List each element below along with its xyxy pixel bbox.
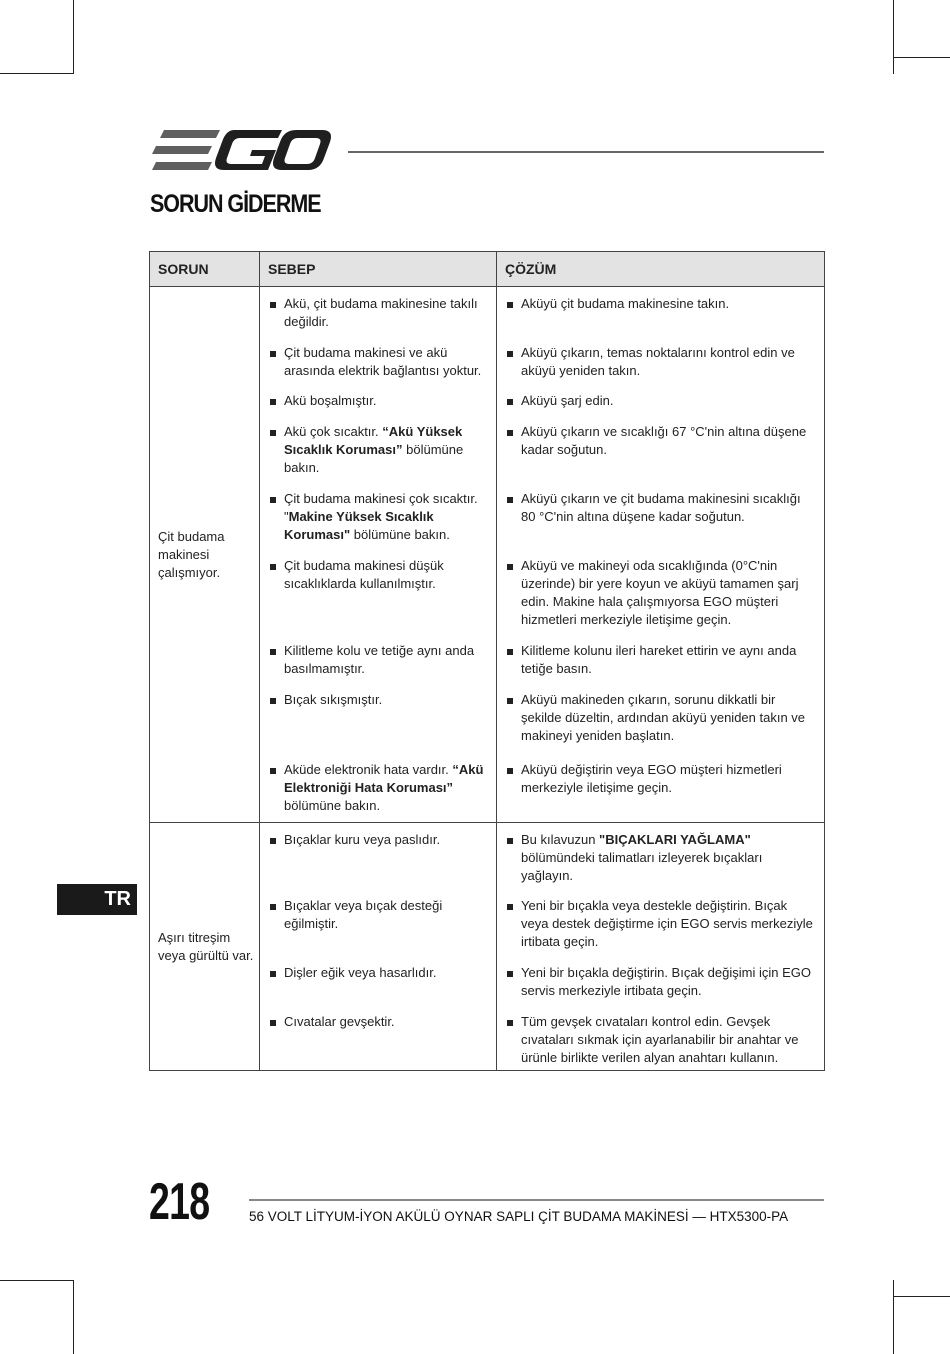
list-item: Tüm gevşek cıvataları kontrol edin. Gevşek cıvataları sıkmak için ayarlanabilir bir anahtar ve ürünle birlikte verilen alyan anahtarı kullanın. [497,1013,824,1068]
bullet-icon [270,302,276,308]
problem-cell [150,823,260,1071]
header-sorun: SORUN [150,252,260,287]
problem-cell [150,287,260,823]
table-header-row [150,252,825,287]
bullet-icon [507,399,513,405]
bullet-icon [270,698,276,704]
list-item: Bıçaklar veya bıçak desteği eğilmiştir. [260,897,496,964]
bullet-icon [507,904,513,910]
list-item: Bıçaklar kuru veya paslıdır. [260,831,496,897]
bullet-icon [507,302,513,308]
list-item: Bu kılavuzun "BIÇAKLARI YAĞLAMA" bölümündeki talimatları izleyerek bıçakları yağlayın. [497,831,824,897]
bullet-icon [270,838,276,844]
bullet-icon [270,768,276,774]
list-item: Bıçak sıkışmıştır. [260,691,496,761]
header-rule [348,151,824,153]
bullet-icon [507,971,513,977]
bullet-icon [507,838,513,844]
list-item: Aküde elektronik hata vardır. “Akü Elektroniği Hata Koruması” bölümüne bakın. [260,761,496,821]
list-item: Cıvatalar gevşektir. [260,1013,496,1068]
bullet-icon [507,497,513,503]
troubleshooting-table [149,251,825,1071]
list-item: Aküyü çıkarın, temas noktalarını kontrol edin ve aküyü yeniden takın. [497,344,824,392]
footer-rule [249,1199,824,1201]
bullet-icon [507,698,513,704]
crop-mark [0,73,74,74]
bullet-icon [507,430,513,436]
header-sebep: SEBEP [260,252,497,287]
list-item: Yeni bir bıçakla veya destekle değiştirin. Bıçak veya destek değiştirme için EGO servis merkeziyle irtibata geçin. [497,897,824,964]
bullet-icon [507,1020,513,1026]
list-item: Akü, çit budama makinesine takılı değildir. [260,295,496,344]
solution-cell [497,287,825,823]
footer-text: 56 VOLT LİTYUM-İYON AKÜLÜ OYNAR SAPLI ÇİT BUDAMA MAKİNESİ — HTX5300-PA [249,1209,789,1224]
solution-cell [497,823,825,1071]
bullet-icon [270,430,276,436]
crop-mark [73,1280,74,1354]
bullet-icon [270,564,276,570]
crop-mark [893,1296,950,1297]
header-cozum: ÇÖZÜM [497,252,825,287]
bullet-icon [270,497,276,503]
problem-text: Çit budama makinesi çalışmıyor. [158,528,225,580]
list-item: Çit budama makinesi düşük sıcaklıklarda kullanılmıştır. [260,557,496,642]
bullet-icon [270,399,276,405]
page-number: 218 [149,1173,210,1231]
problem-text: Aşırı titreşim veya gürültü var. [158,929,254,963]
list-item: Akü boşalmıştır. [260,392,496,423]
list-item: Aküyü makineden çıkarın, sorunu dikkatli bir şekilde düzeltin, ardından aküyü yeniden takın ve makineyi yeniden başlatın. [497,691,824,761]
list-item: Kilitleme kolunu ileri hareket ettirin ve aynı anda tetiğe basın. [497,642,824,691]
list-item: Çit budama makinesi çok sıcaktır. "Makine Yüksek Sıcaklık Koruması" bölümüne bakın. [260,490,496,557]
list-item: Kilitleme kolu ve tetiğe aynı anda basılmamıştır. [260,642,496,691]
crop-mark [893,0,894,74]
cause-cell [260,823,497,1071]
crop-mark [893,1280,894,1354]
list-item: Yeni bir bıçakla değiştirin. Bıçak değişimi için EGO servis merkeziyle irtibata geçin. [497,964,824,1013]
list-item: Aküyü şarj edin. [497,392,824,423]
bullet-icon [270,971,276,977]
list-item: Çit budama makinesi ve akü arasında elektrik bağlantısı yoktur. [260,344,496,392]
crop-mark [73,0,74,74]
list-item: Aküyü çıkarın ve çit budama makinesini sıcaklığı 80 °C'nin altına düşene kadar soğutun. [497,490,824,557]
bullet-icon [507,351,513,357]
bullet-icon [270,904,276,910]
language-tab: TR [57,884,137,915]
list-item: Akü çok sıcaktır. “Akü Yüksek Sıcaklık Koruması” bölümüne bakın. [260,423,496,490]
cause-cell [260,287,497,823]
crop-mark [0,1280,74,1281]
list-item: Aküyü değiştirin veya EGO müşteri hizmetleri merkeziyle iletişime geçin. [497,761,824,821]
bullet-icon [270,351,276,357]
list-item: Aküyü çıkarın ve sıcaklığı 67 °C'nin altına düşene kadar soğutun. [497,423,824,490]
list-item: Aküyü çit budama makinesine takın. [497,295,824,344]
bullet-icon [507,649,513,655]
bullet-icon [507,564,513,570]
list-item: Aküyü ve makineyi oda sıcaklığında (0°C'nin üzerinde) bir yere koyun ve aküyü tamamen şarj edin. Makine hala çalışmıyorsa EGO müşteri hizmetleri merkeziyle iletişime geçin. [497,557,824,642]
table-row [150,287,825,823]
bullet-icon [270,1020,276,1026]
list-item: Dişler eğik veya hasarlıdır. [260,964,496,1013]
bullet-icon [270,649,276,655]
section-title: SORUN GİDERME [150,190,321,218]
crop-mark [893,57,950,58]
table-row [150,823,825,1071]
bullet-icon [507,768,513,774]
ego-logo [150,128,332,174]
